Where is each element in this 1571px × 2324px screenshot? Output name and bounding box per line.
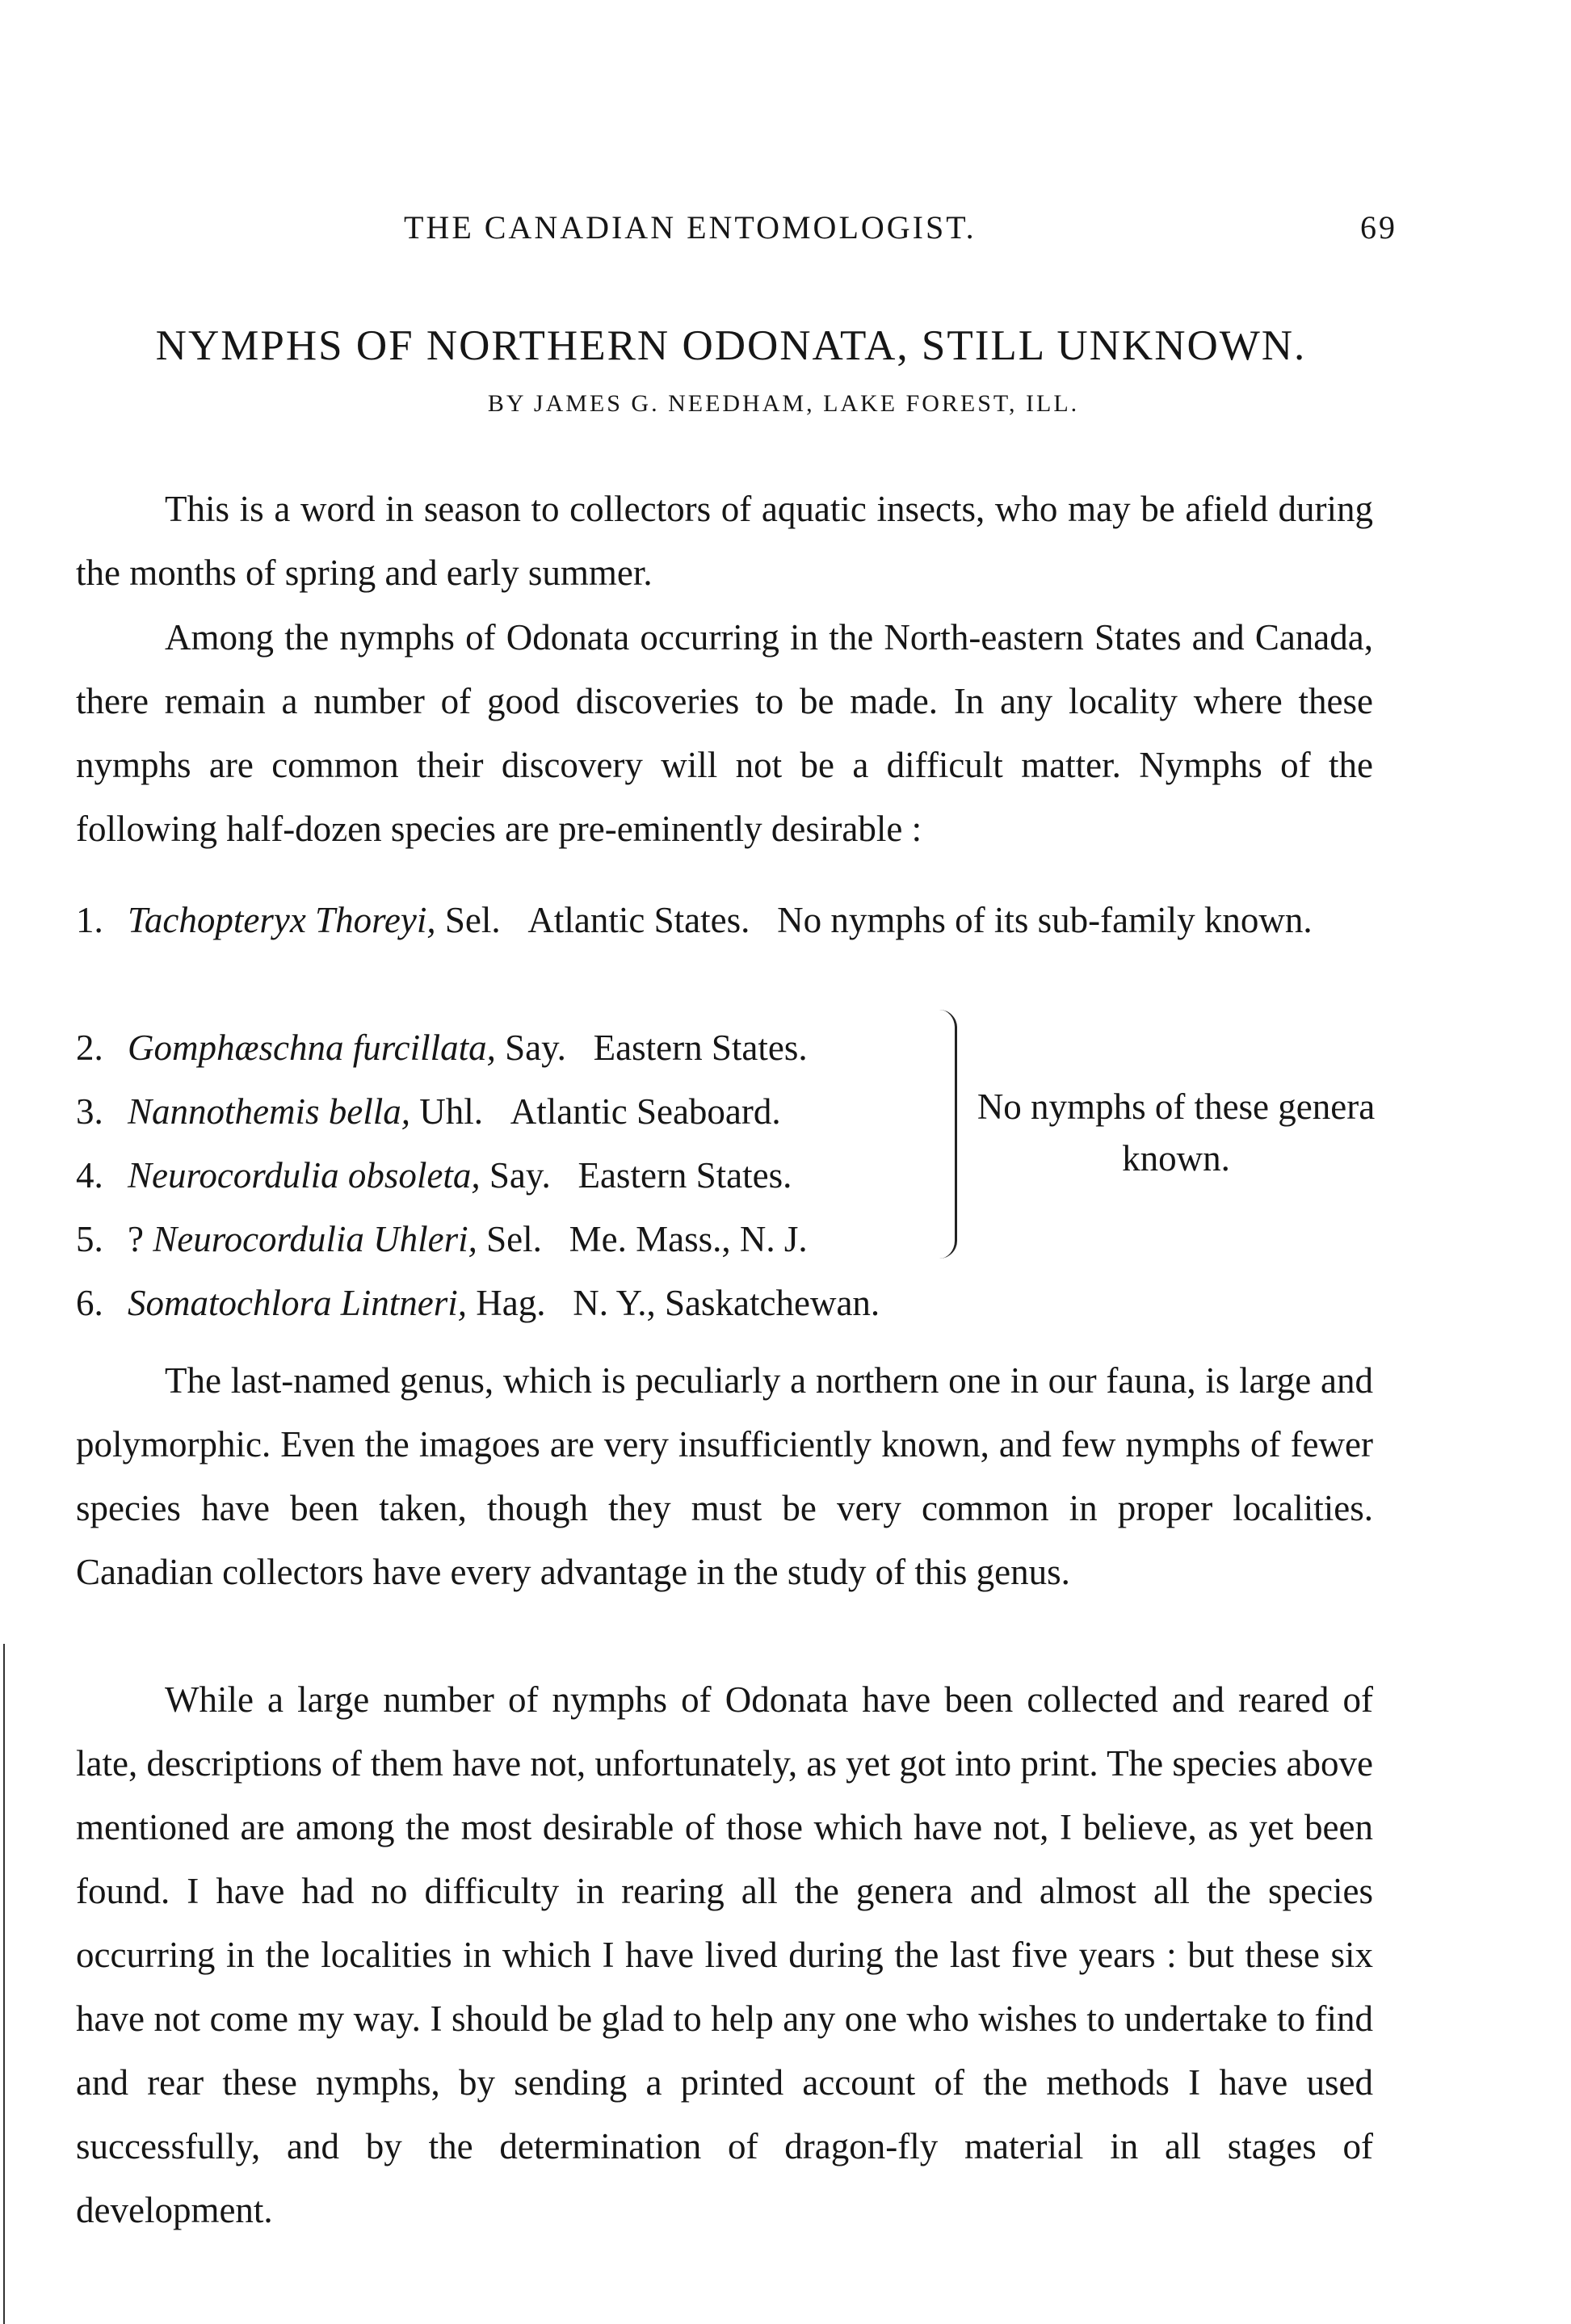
- list-item: [76, 1080, 781, 1144]
- paragraph-genus: The last-named genus, which is peculiarly a northern one in our fauna, is large and polymorphic. Even the imagoes are very insufficiently known, and few nymphs of fewer species have been taken, though they must be very common in proper localities. Canadian collectors have every advantage in the study of this genus.: [76, 1360, 1373, 1592]
- species-name: Somatochlora Lintneri,: [128, 1283, 468, 1323]
- species-author: Sel.: [444, 900, 501, 940]
- species-name: Nannothemis bella,: [128, 1091, 410, 1132]
- bracket-note: No nymphs of these genera known.: [977, 1086, 1376, 1179]
- species-range: Me. Mass., N. J.: [569, 1219, 808, 1259]
- list-item: [76, 1144, 792, 1208]
- species-name: Gomphæschna furcillata,: [128, 1028, 496, 1068]
- item-number: 5.: [76, 1219, 103, 1259]
- item-number: 2.: [76, 1028, 103, 1068]
- species-author: Say.: [505, 1028, 566, 1068]
- species-range: Atlantic Seaboard.: [510, 1091, 781, 1132]
- species-author: Hag.: [476, 1283, 546, 1323]
- paragraph-rearing: While a large number of nymphs of Odonata have been collected and reared of late, descriptions of them have not, unfortunately, as yet got into print. The species above mentioned are among the most desirable of those which have not, I believe, as yet been found. I have had no difficulty in rearing all the genera and almost all the species occurring in the localities in which I have lived during the last five years : but these six have not come my way. I should be glad to help any one who wishes to undertake to find and rear these nymphs, by sending a printed account of the methods I have used successfully, and by the determination of dragon-fly material in all stages of development.: [76, 1679, 1373, 2230]
- list-item: [76, 1016, 808, 1080]
- species-range: N. Y., Saskatchewan.: [573, 1283, 880, 1323]
- uncertain-mark: ?: [128, 1219, 144, 1259]
- page-number: 69: [1360, 209, 1397, 246]
- species-range: Eastern States.: [593, 1028, 808, 1068]
- list-item: [76, 1208, 808, 1271]
- item-number: 6.: [76, 1283, 103, 1323]
- paragraph-nymphs: Among the nymphs of Odonata occurring in the North-eastern States and Canada, there remain a number of good discoveries to be made. In any locality where these nymphs are common their discovery will not be a difficult matter. Nymphs of the following half-dozen species are pre-eminently desirable :: [76, 617, 1373, 849]
- article-title: NYMPHS OF NORTHERN ODONATA, STILL UNKNOWN.: [155, 322, 1307, 369]
- species-author: Sel.: [486, 1219, 542, 1259]
- species-name: Neurocordulia obsoleta,: [128, 1155, 481, 1196]
- byline: BY JAMES G. NEEDHAM, LAKE FOREST, ILL.: [487, 390, 1080, 417]
- paragraph-intro: This is a word in season to collectors of aquatic insects, who may be afield during the months of spring and early summer.: [76, 489, 1373, 593]
- item-number: 3.: [76, 1091, 103, 1132]
- item-number: 4.: [76, 1155, 103, 1196]
- item-number: 1.: [76, 900, 103, 940]
- species-name: Tachopteryx Thoreyi,: [128, 900, 436, 940]
- species-author: Say.: [489, 1155, 551, 1196]
- species-range: Eastern States.: [578, 1155, 792, 1196]
- scan-margin-line: [3, 1644, 5, 2324]
- list-item: [76, 1271, 880, 1335]
- grouping-bracket: [930, 1010, 957, 1259]
- species-author: Uhl.: [419, 1091, 483, 1132]
- species-note: No nymphs of its sub-family known.: [777, 900, 1313, 940]
- species-range: Atlantic States.: [527, 900, 750, 940]
- list-item: [76, 889, 1373, 952]
- species-name: Neurocordulia Uhleri,: [153, 1219, 477, 1259]
- running-title: THE CANADIAN ENTOMOLOGIST.: [404, 209, 977, 246]
